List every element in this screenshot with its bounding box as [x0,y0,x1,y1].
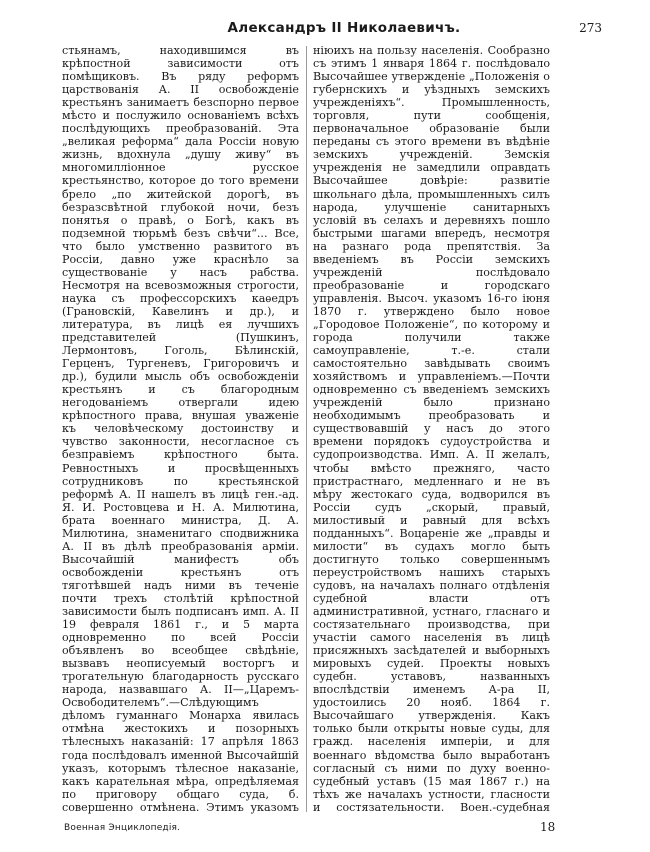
signature-mark: 18 [540,820,556,834]
publication-footer: Военная Энциклопедія. [64,823,181,833]
article-paragraph: ніюихъ на пользу населенія. Сообразно съ этимъ 1 января 1864 г. послѣдовало Высочайшее утвержденіе „Положенія о губернскихъ и уѣздныхъ земскихъ учрежденіяхъ“. Промышленность, торговля, пути сообщенія, первоначальное образованіе были переданы съ этого времени въ вѣдѣніе земскихъ учрежденій. Земскія учрежденія не замедлили оправдать Высочайшее довѣріе: развитіе школьнаго дѣла, промышленныхъ силъ народа, улучшеніе санитарныхъ условій въ селахъ и деревняхъ пошло быстрыми шагами впередъ, несмотря на разнаго рода препятствія. За введеніемъ въ Россіи земскихъ учрежденій послѣдовало преобразованіе и городскаго управленія. Высоч. указомъ 16-го іюня 1870 г. утверждено было новое „Городовое Положеніе“, по которому и города получили также самоуправленіе, т.-е. стали самостоятельно завѣдывать своимъ хозяйствомъ и управленіемъ.—Почти одновременно съ введеніемъ земскихъ учрежденій было признано необходимымъ преобразовать и существовавшій у насъ до этого времени порядокъ судоустройства и судопроизводства. Имп. А. II желалъ, чтобы вмѣсто прежняго, часто пристрастнаго, медленнаго и не въ мѣру жестокаго суда, водворился въ Россіи судъ „скорый, правый, милостивый и равный для всѣхъ подданныхъ“. Воцареніе же „правды и милости“ въ судахъ могло быть достигнуто только совершеннымъ переустройствомъ нашихъ старыхъ судовъ, на началахъ полнаго отдѣленія судебной власти отъ административной, устнаго, гласнаго и состязательнаго производства, при участіи самого населенія въ лицѣ присяжныхъ засѣдателей и выборныхъ мировыхъ судей. Проекты новыхъ судебн. уставовъ, названныхъ впослѣдствіи именемъ А-ра II, удостоились 20 нояб. 1864 г. Высочайшаго утвержденія. Какъ только были открыты новые суды, для гражд. населенія имперіи, и для военнаго вѣдомства было выработанъ согласный съ ними по духу военно-судебный уставъ (15 мая 1867 г.) на тѣхъ же началахъ устности, гласности и состязательности. Воен.-судебная [313,44,550,814]
text-column-left [62,44,299,814]
page-title: Александръ II Николаевичъ. [227,20,461,36]
column-divider [306,46,307,812]
running-header [64,20,624,42]
article-paragraph: стьянамъ, находившимся въ крѣпостной зависимости отъ помѣщиковъ. Въ ряду реформъ царствованія А. II освобожденіе крестьянъ занимаетъ безспорно первое мѣсто и послужило основаніемъ всѣхъ послѣдующихъ преобразованій. Эта „великая реформа“ дала Россіи новую жизнь, вдохнула „душу живу“ въ многомилліонное русское крестьянство, которое до того времени брело „по житейской дорогѣ, въ безразсвѣтной глубокой ночи, безъ понятья о правѣ, о Богѣ, какъ въ подземной тюрьмѣ безъ свѣчи“... Все, что было умственно развитого въ Россіи, давно уже краснѣло за существованіе у насъ рабства. Несмотря на всевозможныя строгости, наука съ профессорскихъ каѳедръ (Грановскій, Кавелинъ и др.), и литература, въ лицѣ ея лучшихъ представителей (Пушкинъ, Лермонтовъ, Гоголь, Бѣлинскій, Герценъ, Тургеневъ, Григоровичъ и др.), будили мысль объ освобожденіи крестьянъ и съ благородным негодованіемъ отвергали идею крѣпостного права, внушая уваженіе къ человѣческому достоинству и чувство законности, несогласное съ безправіемъ крѣпостного быта. Ревностныхъ и просвѣщенныхъ сотрудниковъ по крестьянской реформѣ А. II нашелъ въ лицѣ ген.-ад. Я. И. Ростовцева и Н. А. Милютина, брата военнаго министра, Д. А. Милютина, знаменитаго сподвижника А. II въ дѣлѣ преобразованія арміи. Высочайшій манифестъ объ освобожденіи крестьянъ отъ тяготѣвшей надъ ними въ теченіе почти трехъ столѣтій крѣпостной зависимости былъ подписанъ имп. А. II 19 февраля 1861 г., и 5 марта одновременно по всей Россіи объявленъ во всеобщее свѣдѣніе, вызвавъ неописуемый восторгъ и трогательную благодарность русскаго народа, назвавшаго А. II—„Царемъ-Освободителемъ“.—Слѣдующимъ дѣломъ гуманнаго Монарха явилась отмѣна жестокихъ и позорныхъ тѣлесныхъ наказаній: 17 апрѣля 1863 года послѣдовалъ именной Высочайшій указъ, которымъ тѣлесное наказаніе, какъ карательная мѣра, опредѣляемая по приговору общаго суда, б. совершенно отмѣнена. Этимъ указомъ [62,44,299,814]
page-number: 273 [579,21,602,35]
text-column-right [313,44,550,814]
